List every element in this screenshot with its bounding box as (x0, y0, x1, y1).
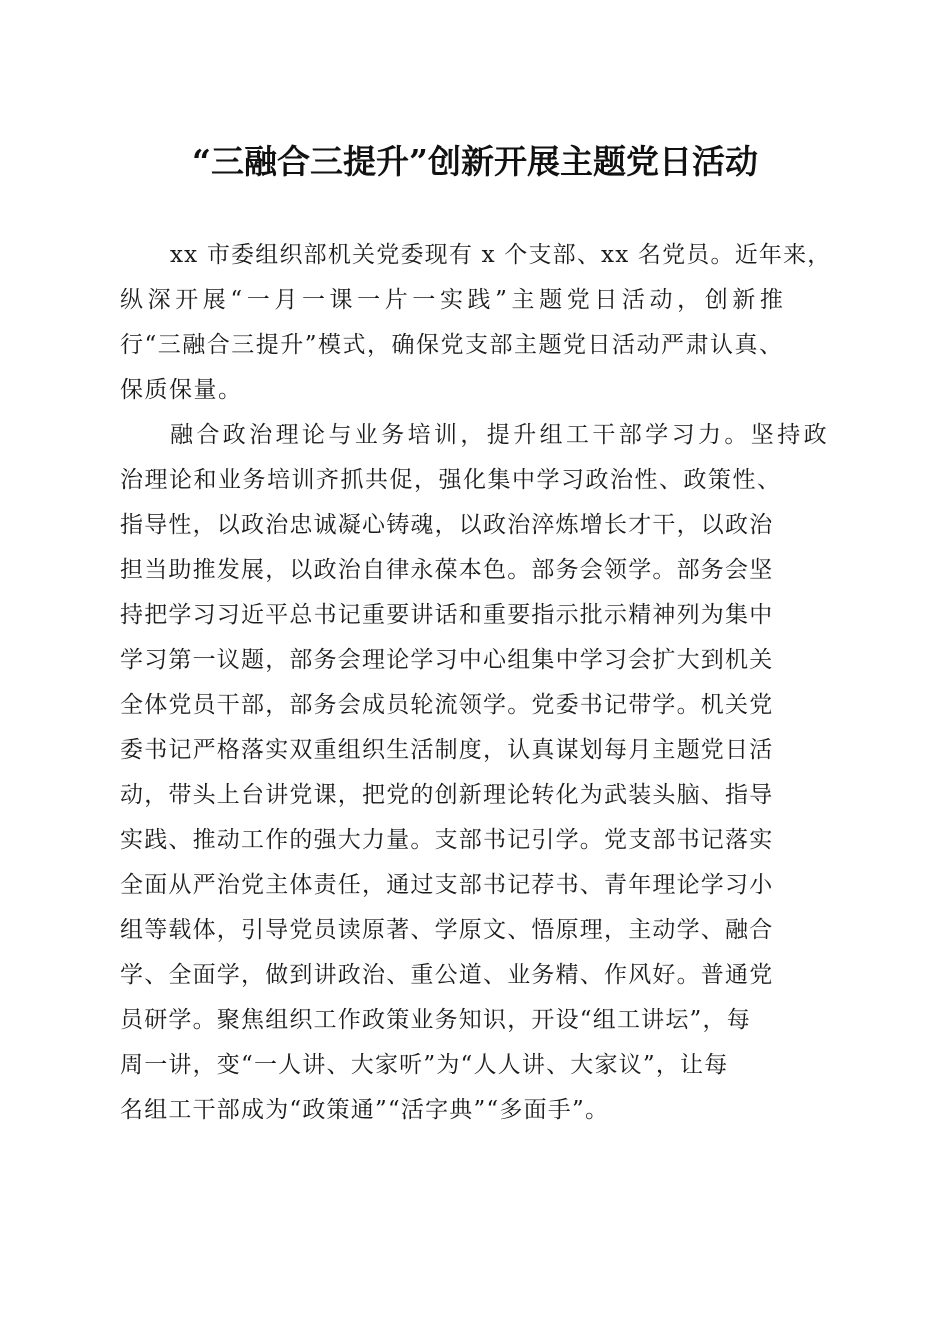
body-line: 持把学习习近平总书记重要讲话和重要指示批示精神列为集中 (120, 602, 774, 628)
body-line: 员研学。聚焦组织工作政策业务知识，开设“组工讲坛”，每 (120, 1007, 751, 1033)
body-line: 指导性，以政治忠诚凝心铸魂，以政治淬炼增长才干，以政治 (120, 512, 774, 538)
document-title: “三融合三提升”创新开展主题党日活动 (192, 142, 758, 181)
body-line: 行“三融合三提升”模式，确保党支部主题党日活动严肃认真、 (120, 332, 784, 358)
body-line: 全体党员干部，部务会成员轮流领学。党委书记带学。机关党 (120, 692, 774, 718)
body-line: xx 市委组织部机关党委现有 x 个支部、xx 名党员。近年来， (170, 242, 832, 268)
body-line: 实践、推动工作的强大力量。支部书记引学。党支部书记落实 (120, 827, 774, 853)
body-line: 纵深开展“一月一课一片一实践”主题党日活动，创新推 (120, 287, 788, 313)
body-line: 学、全面学，做到讲政治、重公道、业务精、作风好。普通党 (120, 962, 774, 988)
body-line: 动，带头上台讲党课，把党的创新理论转化为武装头脑、指导 (120, 782, 774, 808)
body-line: 组等载体，引导党员读原著、学原文、悟原理，主动学、融合 (120, 917, 774, 943)
body-line: 保质保量。 (120, 377, 243, 403)
body-line: 融合政治理论与业务培训，提升组工干部学习力。坚持政 (170, 422, 830, 448)
body-line: 全面从严治党主体责任，通过支部书记荐书、青年理论学习小 (120, 872, 774, 898)
body-line: 名组工干部成为“政策通”“活字典”“多面手”。 (120, 1097, 610, 1123)
body-line: 担当助推发展，以政治自律永葆本色。部务会领学。部务会坚 (120, 557, 774, 583)
body-line: 周一讲，变“一人讲、大家听”为“人人讲、大家议”，让每 (120, 1052, 729, 1078)
body-line: 治理论和业务培训齐抓共促，强化集中学习政治性、政策性、 (120, 467, 782, 493)
body-line: 委书记严格落实双重组织生活制度，认真谋划每月主题党日活 (120, 737, 774, 763)
body-line: 学习第一议题，部务会理论学习中心组集中学习会扩大到机关 (120, 647, 774, 673)
